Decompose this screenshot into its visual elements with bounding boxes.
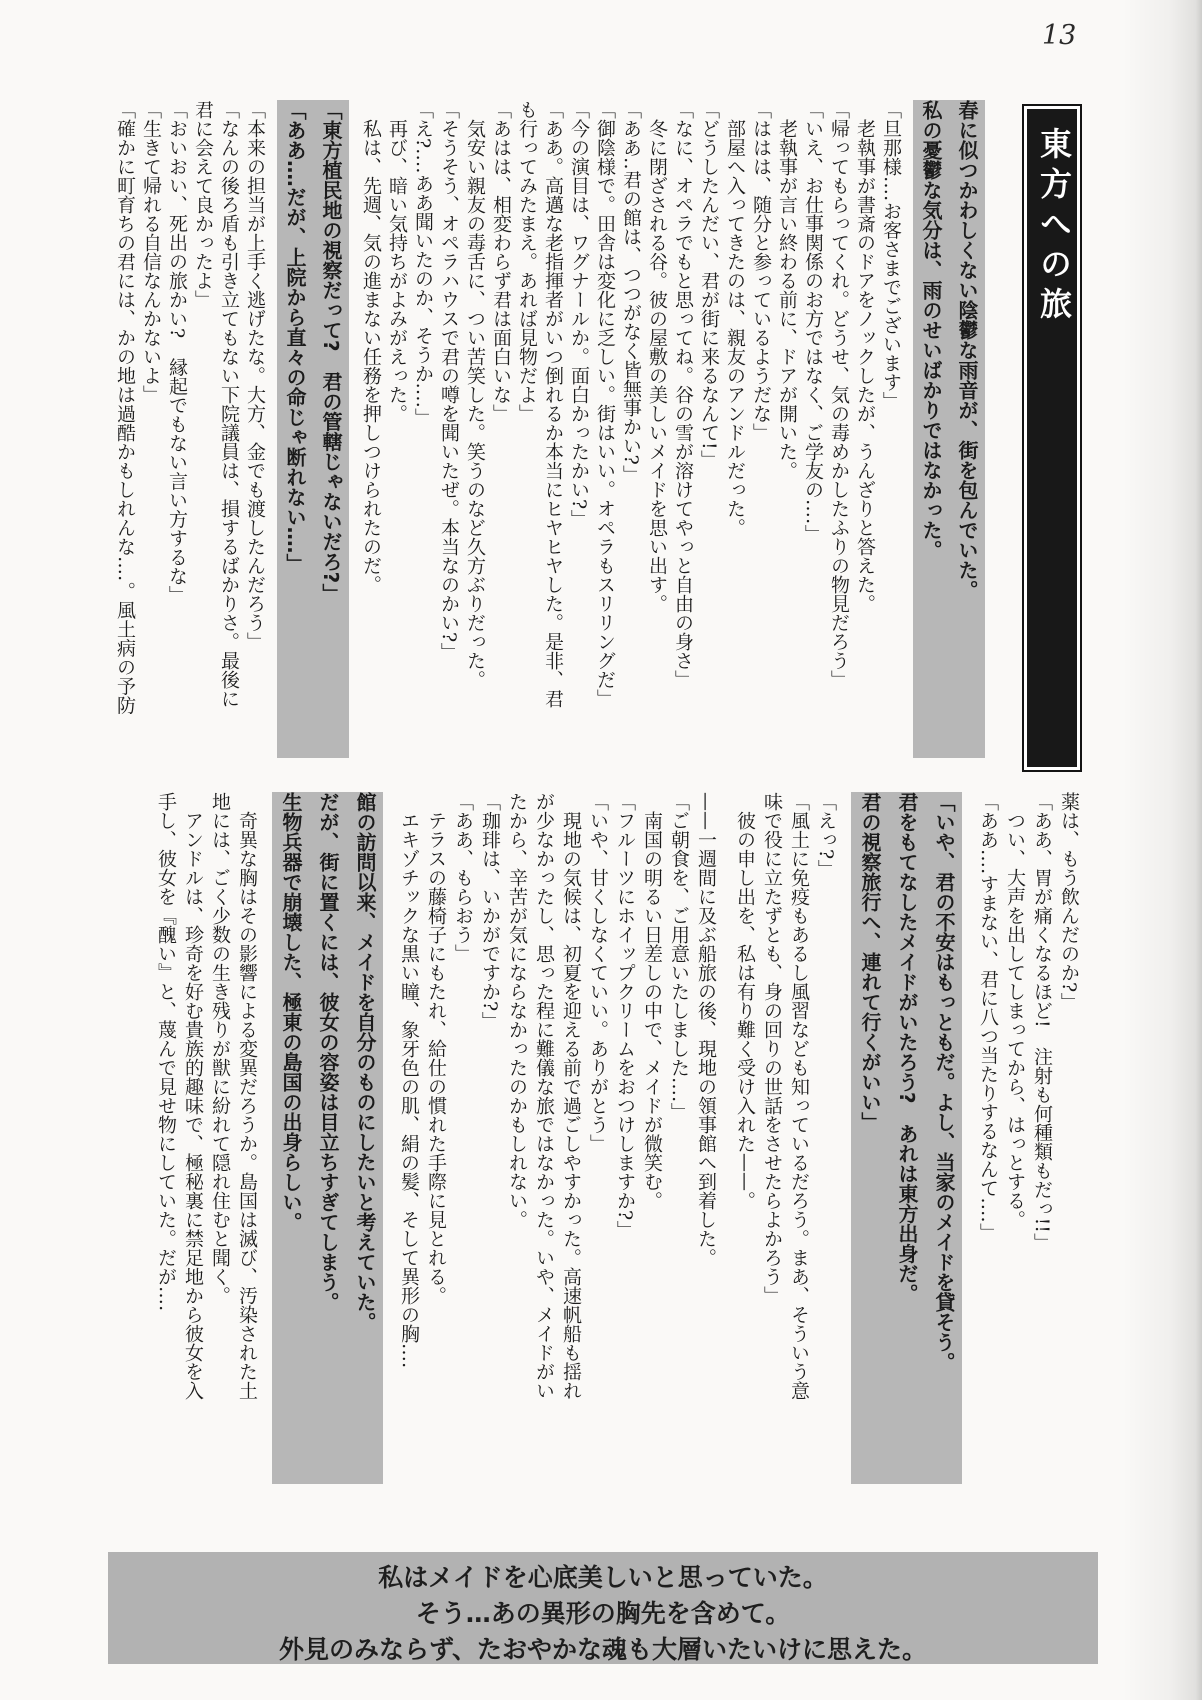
text-column: 手し、彼女を『醜い』と、蔑んで見せ物にしていた。だが‥‥: [155, 792, 177, 1312]
text-column: 「生きて帰れる自信なんかないよ」: [140, 100, 162, 404]
story-block-bottom: [152, 792, 1082, 1484]
text-column: 「いや、甘くしなくていい。ありがとう」: [587, 792, 609, 1153]
text-column: 「ああ‥君の館は、つつがなく皆無事かい?」: [620, 100, 642, 484]
text-column: 私は、先週、気の進まない任務を押しつけられたのだ。: [360, 119, 382, 594]
text-column: 「今の演目は、ワグナールか。面白かったかい?」: [568, 100, 590, 529]
text-column: 「あはは、相変わらず君は面白いな」: [490, 100, 512, 423]
text-column: テラスの藤椅子にもたれ、給仕の慣れた手際に見とれる。: [425, 811, 447, 1305]
text-column: 「えっ?」: [815, 792, 837, 879]
text-column: 「珈琲は、いかがですか?」: [479, 792, 501, 1031]
text-column: アンドルは、珍奇を好む貴族的趣味で、極秘裏に禁足地から彼女を入: [182, 811, 204, 1400]
text-column: 南国の明るい日差しの中で、メイドが微笑む。: [641, 811, 663, 1210]
text-column: エキゾチックな黒い瞳、象牙色の肌、絹の髪、そして異形の胸‥‥: [398, 811, 420, 1369]
text-column: つい、大声を出してしまってから、はっとする。: [1004, 811, 1026, 1229]
text-column: 「なんの後ろ盾も引き立てもない下院議員は、損するばかりさ。最後に: [218, 100, 240, 708]
text-column: 私の憂鬱な気分は、雨のせいばかりではなかった。: [913, 100, 949, 758]
text-column: 「東方植民地の視察だって? 君の管轄じゃないだろ?」: [313, 100, 349, 758]
text-column: 「ああ‥‥だが、上院から直々の命じゃ断れない‥‥」: [277, 100, 313, 758]
text-column: 「旦那様‥‥お客さまでございます」: [880, 100, 902, 411]
text-column: 「確かに町育ちの君には、かの地は過酷かもしれんな‥‥。風土病の予防: [114, 100, 136, 715]
text-column: 「御陰様で。田舎は変化に乏しい。街はいい。オペラもスリリングだ」: [594, 100, 616, 708]
text-column: 「帰ってもらってくれ。どうせ、気の毒めかしたふりの物見だろう」: [828, 100, 850, 689]
footer-quote-line: そう…あの異形の胸先を含めて。: [415, 1599, 791, 1628]
footer-quote-line: 私はメイドを心底美しいと思っていた。: [378, 1563, 828, 1592]
text-column: 「いや、君の不安はもっともだ。よし、当家のメイドを貸そう。: [925, 792, 962, 1484]
text-column: 老執事が書斎のドアをノックしたが、うんざりと答えた。: [854, 119, 876, 613]
text-column: 彼の申し出を、私は有り難く受け入れた——。: [734, 811, 756, 1210]
text-column: 「ご朝食を、ご用意いたしました‥‥」: [668, 792, 690, 1122]
story-block-top: [112, 100, 985, 758]
text-column: 気安い親友の毒舌に、つい苦笑した。笑うのなど久方ぶりだった。: [464, 119, 486, 689]
text-column: 「なに、オペラでもと思ってね。谷の雪が溶けてやっと自由の身さ」: [672, 100, 694, 689]
text-column: 部屋へ入ってきたのは、親友のアンドルだった。: [724, 119, 746, 537]
text-column: 「ははは、随分と参っているようだな」: [750, 100, 772, 442]
text-column: も行ってみたまえ。あれば見物だよ」: [516, 100, 538, 423]
text-column: 「ああ、もらおう」: [452, 792, 474, 963]
text-column: 君の視察旅行へ、連れて行くがいい」: [851, 792, 888, 1484]
text-column: 「どうしたんだい、君が街に来るなんて!」: [698, 100, 720, 469]
text-column: 春に似つかわしくない陰鬱な雨音が、街を包んでいた。: [949, 100, 985, 758]
text-column: 再び、暗い気持ちがよみがえった。: [386, 119, 408, 423]
text-column: だが、街に置くには、彼女の容姿は目立ちすぎてしまう。: [309, 792, 346, 1484]
text-column: 「ああ。高邁な老指揮者がいつ倒れるか本当にヒヤヒヤした。是非、君: [542, 100, 564, 708]
scan-edge-shadow: [1122, 0, 1202, 1700]
text-column: 老執事が言い終わる前に、ドアが開いた。: [776, 119, 798, 480]
text-column: 奇異な胸はその影響による変異だろうか。島国は滅び、汚染された土: [236, 811, 258, 1400]
text-column: 館の訪問以来、メイドを自分のものにしたいと考えていた。: [346, 792, 383, 1484]
page-number: 13: [1042, 20, 1077, 51]
text-column: たから、辛苦が気にならなかったのかもしれない。: [506, 792, 528, 1229]
text-column: 「おいおい、死出の旅かい? 縁起でもない言い方するな」: [166, 100, 188, 605]
text-column: 「風土に免疫もあるし風習なども知っているだろう。まあ、そういう意: [788, 792, 810, 1400]
text-column: 地には、ごく少数の生き残りが獣に紛れて隠れ住むと聞く。: [209, 792, 231, 1305]
text-column: が少なかったし、思った程に難儀な旅ではなかった。いや、メイドがい: [533, 792, 555, 1400]
text-column: 「ああ‥‥すまない、君に八つ当たりするなんて‥‥」: [977, 792, 999, 1242]
text-column: 「フルーツにホイップクリームをおつけしますか?」: [614, 792, 636, 1240]
text-column: 生物兵器で崩壊した、極東の島国の出身らしい。: [272, 792, 309, 1484]
footer-quote-box: [108, 1552, 1098, 1664]
text-column: 君をもてなしたメイドがいたろう? あれは東方出身だ。: [888, 792, 925, 1484]
text-column: 冬に閉ざされる谷。彼の屋敷の美しいメイドを思い出す。: [646, 119, 668, 613]
text-column: 「ああ、胃が痛くなるほど! 注射も何種類もだっ!!」: [1031, 792, 1053, 1252]
chapter-title-banner: [1022, 104, 1082, 772]
footer-quote-line: 外見のみならず、たおやかな魂も大層いたいけに思えた。: [278, 1635, 927, 1664]
text-column: 「え?‥‥ああ聞いたのか、そうか‥‥」: [412, 100, 434, 427]
text-column: 現地の気候は、初夏を迎える前で過ごしやすかった。高速帆船も揺れ: [560, 811, 582, 1400]
text-column: 君に会えて良かったよ」: [192, 100, 214, 309]
text-column: 薬は、もう飲んだのか?」: [1058, 792, 1080, 1012]
text-column: 「本来の担当が上手く逃げたな。大方、金でも渡したんだろう」: [244, 100, 266, 651]
text-column: 「いえ、お仕事関係のお方ではなく、ご学友の‥‥」: [802, 100, 824, 544]
text-column: ——一週間に及ぶ船旅の後、現地の領事館へ到着した。: [695, 792, 717, 1267]
text-column: 味で役に立たずとも、身の回りの世話をさせたらよかろう」: [761, 792, 783, 1305]
chapter-title-text: 東方への旅: [1027, 109, 1077, 767]
text-column: 「そうそう、オペラハウスで君の噂を聞いたぜ。本当なのかい?」: [438, 100, 460, 662]
